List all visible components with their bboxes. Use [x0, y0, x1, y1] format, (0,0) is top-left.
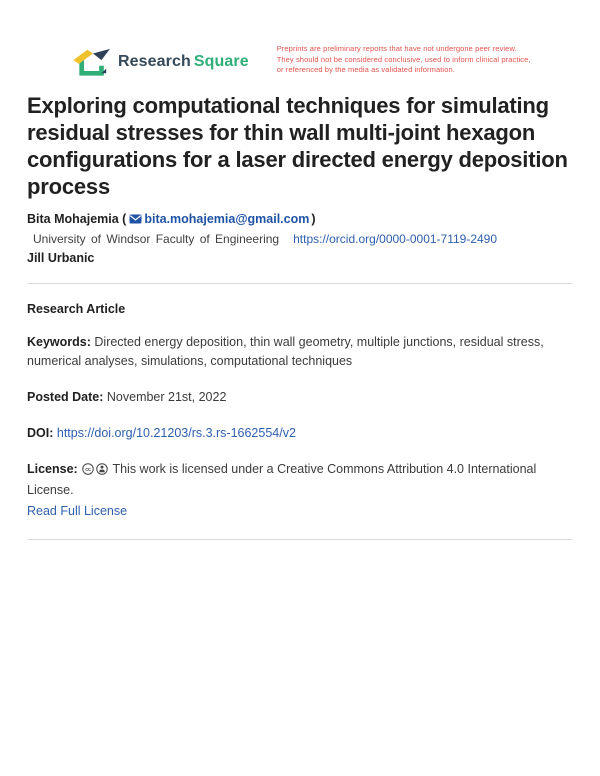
- license-label: License:: [27, 462, 78, 476]
- author-line-secondary: [27, 249, 579, 268]
- keywords-label: Keywords:: [27, 335, 91, 349]
- orcid-link[interactable]: https://orcid.org/0000-0001-7119-2490: [293, 232, 498, 246]
- preprint-disclaimer: [277, 44, 559, 76]
- posted-date-row: [27, 388, 573, 407]
- brand-wordmark: [118, 53, 249, 71]
- open-paren: (: [122, 212, 127, 226]
- divider-bottom: [27, 539, 573, 540]
- person-circle-icon: [96, 462, 108, 481]
- article-type-label: Research Article: [27, 302, 126, 316]
- license-text: This work is licensed under a Creative Commons Attribution 4.0 International License.: [27, 462, 537, 497]
- keywords-text: Directed energy deposition, thin wall geometry, multiple junctions, residual stress, numerical analyses, simulations, computational techniques: [27, 335, 544, 368]
- article-title: Exploring computational techniques for simulating residual stresses for thin wall multi-joint hexagon configurations for a laser directed energy deposition process: [27, 93, 568, 199]
- divider-top: [27, 283, 573, 284]
- license-link-line: [27, 501, 579, 521]
- research-square-logo[interactable]: [72, 46, 249, 78]
- envelope-icon: [129, 211, 142, 230]
- author-email-link[interactable]: bita.mohajemia@gmail.com: [144, 212, 310, 226]
- disclaimer-line-1: Preprints are preliminary reports that have not undergone peer review.: [276, 44, 517, 53]
- svg-text:cc: cc: [85, 466, 91, 473]
- author-name-secondary: Jill Urbanic: [27, 251, 95, 265]
- close-paren: ): [311, 212, 316, 226]
- author-block: [27, 210, 579, 268]
- disclaimer-line-2: They should not be considered conclusive, used to inform clinical practice,: [276, 54, 531, 64]
- research-square-logo-icon: [72, 46, 114, 78]
- doi-label: DOI:: [27, 426, 54, 440]
- brand-name-square: Square: [193, 53, 249, 70]
- author-name-primary: Bita Mohajemia: [27, 212, 119, 226]
- disclaimer-line-3: or referenced by the media as validated information.: [276, 65, 455, 74]
- brand-name-research: Research: [118, 53, 191, 70]
- author-affiliation: University of Windsor Faculty of Engineering: [33, 232, 280, 246]
- author-line-primary: [27, 210, 579, 230]
- cc-circle-icon: [82, 462, 94, 481]
- keywords-row: [27, 333, 573, 371]
- read-full-license-link[interactable]: Read Full License: [27, 504, 128, 518]
- license-row: [27, 460, 573, 500]
- posted-date-value: November 21st, 2022: [106, 390, 227, 404]
- masthead: [72, 44, 579, 82]
- author-affiliation-line: [33, 230, 579, 249]
- doi-row: [27, 424, 573, 443]
- posted-date-label: Posted Date:: [27, 390, 104, 404]
- doi-link[interactable]: https://doi.org/10.21203/rs.3.rs-1662554/v2: [56, 426, 296, 440]
